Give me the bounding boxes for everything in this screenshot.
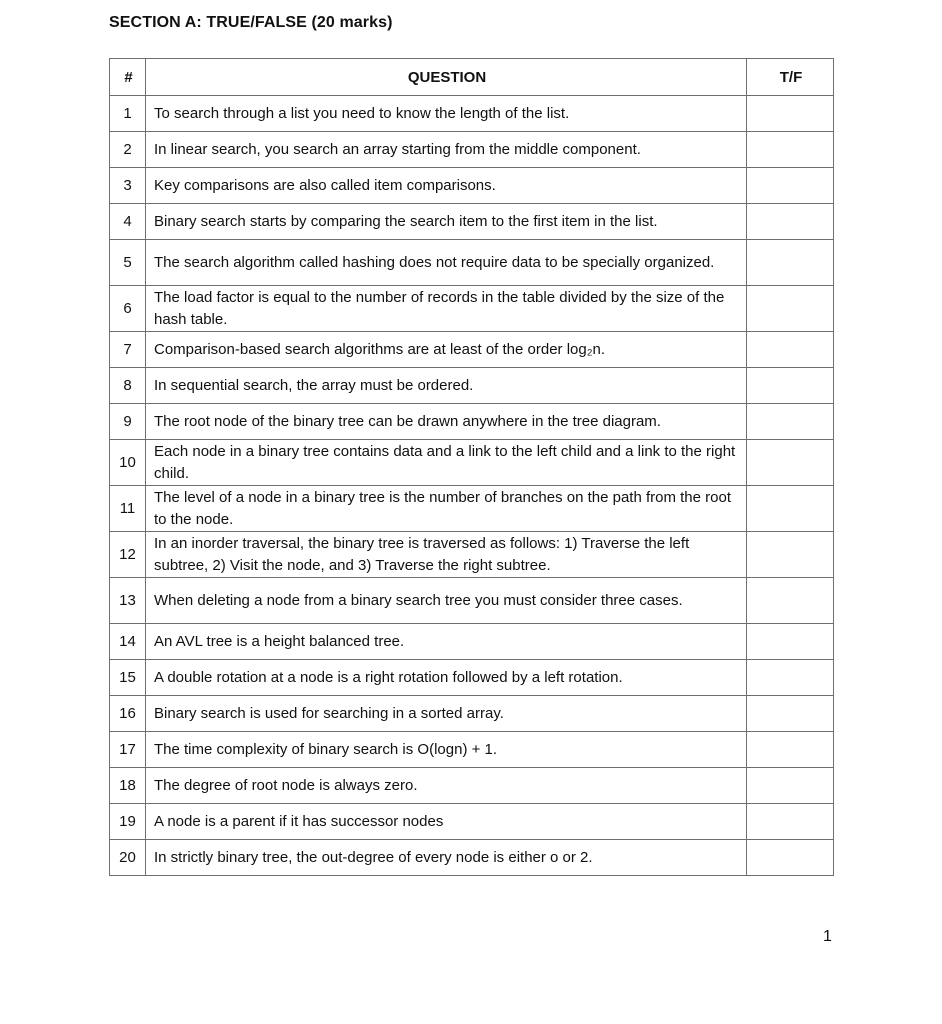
answer-cell[interactable] [747,368,834,404]
answer-cell[interactable] [747,732,834,768]
question-text: Key comparisons are also called item comparisons. [146,168,747,204]
question-text: The root node of the binary tree can be drawn anywhere in the tree diagram. [146,404,747,440]
question-text: The level of a node in a binary tree is the number of branches on the path from the root to the node. [146,486,747,532]
answer-cell[interactable] [747,486,834,532]
question-number: 9 [110,404,146,440]
answer-cell[interactable] [747,132,834,168]
question-text: Comparison-based search algorithms are at least of the order log₂n. [146,332,747,368]
question-text: Binary search starts by comparing the search item to the first item in the list. [146,204,747,240]
table-row [110,840,834,876]
table-row [110,332,834,368]
answer-cell[interactable] [747,204,834,240]
answer-cell[interactable] [747,286,834,332]
table-row [110,96,834,132]
question-text: The degree of root node is always zero. [146,768,747,804]
answer-cell[interactable] [747,840,834,876]
answer-column-header: T/F [747,59,834,96]
question-text: In sequential search, the array must be ordered. [146,368,747,404]
answer-cell[interactable] [747,440,834,486]
question-text: To search through a list you need to know the length of the list. [146,96,747,132]
question-number: 7 [110,332,146,368]
table-row [110,440,834,486]
question-text: In an inorder traversal, the binary tree is traversed as follows: 1) Traverse the left subtree, 2) Visit the node, and 3) Traverse the right subtree. [146,532,747,578]
table-row [110,486,834,532]
question-number: 18 [110,768,146,804]
table-row [110,204,834,240]
question-number: 5 [110,240,146,286]
question-text: A double rotation at a node is a right rotation followed by a left rotation. [146,660,747,696]
table-row [110,286,834,332]
question-text: The search algorithm called hashing does not require data to be specially organized. [146,240,747,286]
question-number: 11 [110,486,146,532]
answer-cell[interactable] [747,240,834,286]
question-text: The time complexity of binary search is O(logn) + 1. [146,732,747,768]
answer-cell[interactable] [747,332,834,368]
table-row [110,168,834,204]
answer-cell[interactable] [747,768,834,804]
answer-cell[interactable] [747,624,834,660]
question-number: 4 [110,204,146,240]
question-text: The load factor is equal to the number of records in the table divided by the size of the hash table. [146,286,747,332]
answer-cell[interactable] [747,96,834,132]
question-column-header: QUESTION [146,59,747,96]
page-number: 1 [823,928,832,945]
question-number: 3 [110,168,146,204]
question-number: 12 [110,532,146,578]
table-row [110,768,834,804]
answer-cell[interactable] [747,168,834,204]
question-number: 16 [110,696,146,732]
question-text: In linear search, you search an array starting from the middle component. [146,132,747,168]
question-number: 10 [110,440,146,486]
answer-cell[interactable] [747,696,834,732]
question-number: 19 [110,804,146,840]
question-number: 8 [110,368,146,404]
answer-cell[interactable] [747,532,834,578]
table-row [110,696,834,732]
table-row [110,368,834,404]
answer-cell[interactable] [747,660,834,696]
question-text: A node is a parent if it has successor nodes [146,804,747,840]
section-title: SECTION A: TRUE/FALSE (20 marks) [109,14,393,31]
answer-cell[interactable] [747,404,834,440]
question-number: 13 [110,578,146,624]
question-text: Each node in a binary tree contains data and a link to the left child and a link to the right child. [146,440,747,486]
question-number: 1 [110,96,146,132]
table-row [110,132,834,168]
answer-cell[interactable] [747,578,834,624]
table-row [110,404,834,440]
table-row [110,240,834,286]
table-row [110,578,834,624]
question-number: 15 [110,660,146,696]
table-row [110,532,834,578]
question-text: An AVL tree is a height balanced tree. [146,624,747,660]
table-row [110,732,834,768]
table-row [110,804,834,840]
table-row [110,660,834,696]
question-number: 20 [110,840,146,876]
question-text: When deleting a node from a binary search tree you must consider three cases. [146,578,747,624]
question-number: 2 [110,132,146,168]
table-row [110,624,834,660]
question-number: 17 [110,732,146,768]
number-column-header: # [110,59,146,96]
true-false-table [109,58,834,876]
question-number: 14 [110,624,146,660]
table-header-row [110,59,834,96]
question-number: 6 [110,286,146,332]
question-text: Binary search is used for searching in a sorted array. [146,696,747,732]
question-text: In strictly binary tree, the out-degree of every node is either o or 2. [146,840,747,876]
answer-cell[interactable] [747,804,834,840]
